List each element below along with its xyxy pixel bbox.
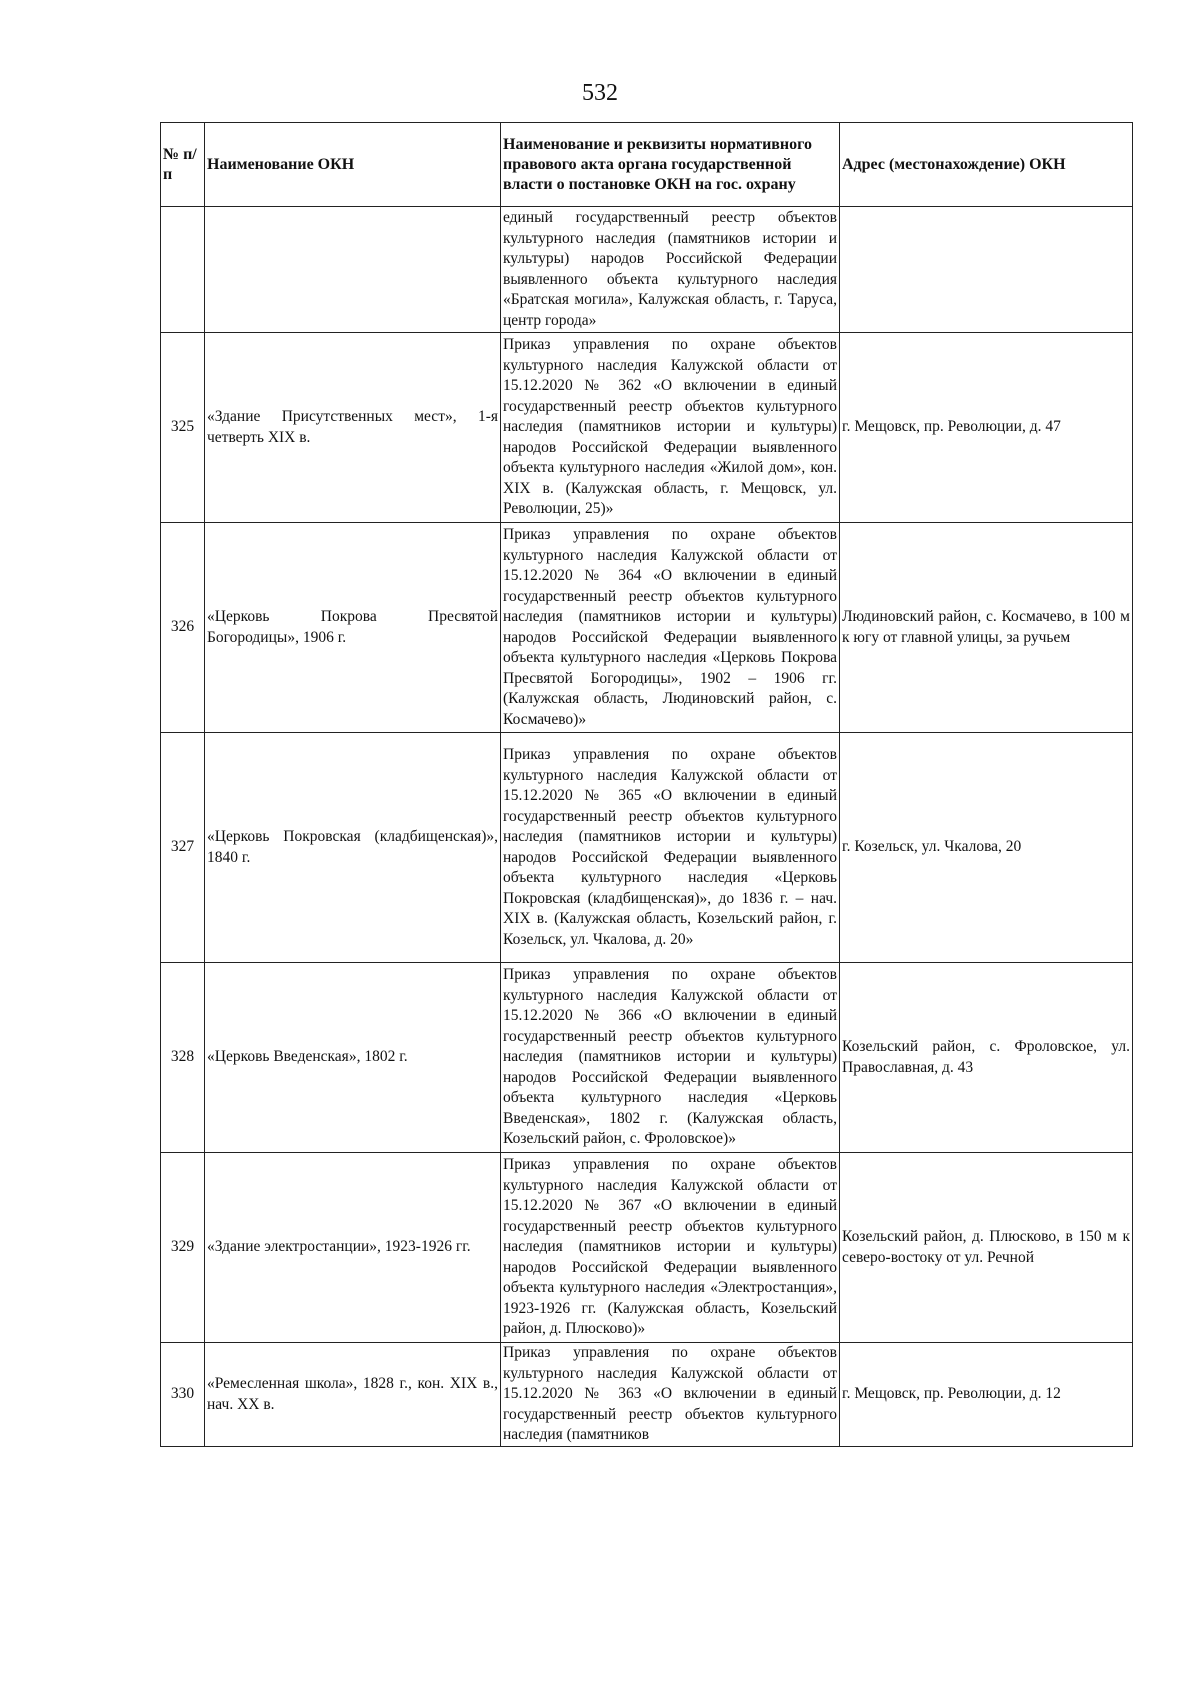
row-address: г. Мещовск, пр. Революции, д. 47 — [840, 333, 1133, 523]
row-address: Козельский район, с. Фроловское, ул. Православная, д. 43 — [840, 963, 1133, 1153]
table-row — [161, 1153, 1133, 1343]
row-address: г. Козельск, ул. Чкалова, 20 — [840, 733, 1133, 963]
row-act: Приказ управления по охране объектов культурного наследия Калужской области от 15.12.2020 № 365 «О включении в единый государственный реестр объектов культурного наследия (памятников истории и культуры) народов Российской Федерации выявленного объекта культурного наследия «Церковь Покровская (кладбищенская)», до 1836 г. – нач. XIX в. (Калужская область, Козельский район, г. Козельск, ул. Чкалова, д. 20» — [501, 733, 840, 963]
row-name: «Здание электростанции», 1923-1926 гг. — [205, 1153, 501, 1343]
row-name: «Церковь Покрова Пресвятой Богородицы», 1906 г. — [205, 523, 501, 733]
table-row — [161, 1343, 1133, 1447]
header-address: Адрес (местонахождение) ОКН — [840, 123, 1133, 207]
header-name: Наименование ОКН — [205, 123, 501, 207]
table-row — [161, 333, 1133, 523]
row-address: Людиновский район, с. Космачево, в 100 м к югу от главной улицы, за ручьем — [840, 523, 1133, 733]
row-num: 328 — [161, 963, 205, 1153]
table-header-row — [161, 123, 1133, 207]
row-address: г. Мещовск, пр. Революции, д. 12 — [840, 1343, 1133, 1447]
header-num: № п/п — [161, 123, 205, 207]
okn-table — [160, 122, 1133, 1447]
row-name: «Ремесленная школа», 1828 г., кон. XIX в., нач. XX в. — [205, 1343, 501, 1447]
row-name: «Церковь Покровская (кладбищенская)», 1840 г. — [205, 733, 501, 963]
row-act: Приказ управления по охране объектов культурного наследия Калужской области от 15.12.2020 № 363 «О включении в единый государственный реестр объектов культурного наследия (памятников — [501, 1343, 840, 1447]
row-address — [840, 207, 1133, 333]
row-act: Приказ управления по охране объектов культурного наследия Калужской области от 15.12.2020 № 362 «О включении в единый государственный реестр объектов культурного наследия (памятников истории и культуры) народов Российской Федерации выявленного объекта культурного наследия «Жилой дом», кон. XIX в. (Калужская область, г. Мещовск, ул. Революции, 25)» — [501, 333, 840, 523]
row-num — [161, 207, 205, 333]
row-num: 329 — [161, 1153, 205, 1343]
row-num: 326 — [161, 523, 205, 733]
row-address: Козельский район, д. Плюсково, в 150 м к северо-востоку от ул. Речной — [840, 1153, 1133, 1343]
table-row — [161, 207, 1133, 333]
row-act: Приказ управления по охране объектов культурного наследия Калужской области от 15.12.2020 № 366 «О включении в единый государственный реестр объектов культурного наследия (памятников истории и культуры) народов Российской Федерации выявленного объекта культурного наследия «Церковь Введенская», 1802 г. (Калужская область, Козельский район, с. Фроловское)» — [501, 963, 840, 1153]
table-row — [161, 963, 1133, 1153]
page-number: 532 — [582, 80, 618, 106]
table-row — [161, 523, 1133, 733]
row-num: 327 — [161, 733, 205, 963]
table-row — [161, 733, 1133, 963]
row-act: Приказ управления по охране объектов культурного наследия Калужской области от 15.12.2020 № 364 «О включении в единый государственный реестр объектов культурного наследия (памятников истории и культуры) народов Российской Федерации выявленного объекта культурного наследия «Церковь Покрова Пресвятой Богородицы», 1902 – 1906 гг. (Калужская область, Людиновский район, с. Космачево)» — [501, 523, 840, 733]
row-name — [205, 207, 501, 333]
row-num: 325 — [161, 333, 205, 523]
row-name: «Церковь Введенская», 1802 г. — [205, 963, 501, 1153]
row-name: «Здание Присутственных мест», 1-я четверть XIX в. — [205, 333, 501, 523]
row-act: единый государственный реестр объектов культурного наследия (памятников истории и культуры) народов Российской Федерации выявленного объекта культурного наследия «Братская могила», Калужская область, г. Таруса, центр города» — [501, 207, 840, 333]
row-num: 330 — [161, 1343, 205, 1447]
header-act: Наименование и реквизиты нормативного правового акта органа государственной власти о постановке ОКН на гос. охрану — [501, 123, 840, 207]
row-act: Приказ управления по охране объектов культурного наследия Калужской области от 15.12.2020 № 367 «О включении в единый государственный реестр объектов культурного наследия (памятников истории и культуры) народов Российской Федерации выявленного объекта культурного наследия «Электростанция», 1923-1926 гг. (Калужская область, Козельский район, д. Плюсково)» — [501, 1153, 840, 1343]
